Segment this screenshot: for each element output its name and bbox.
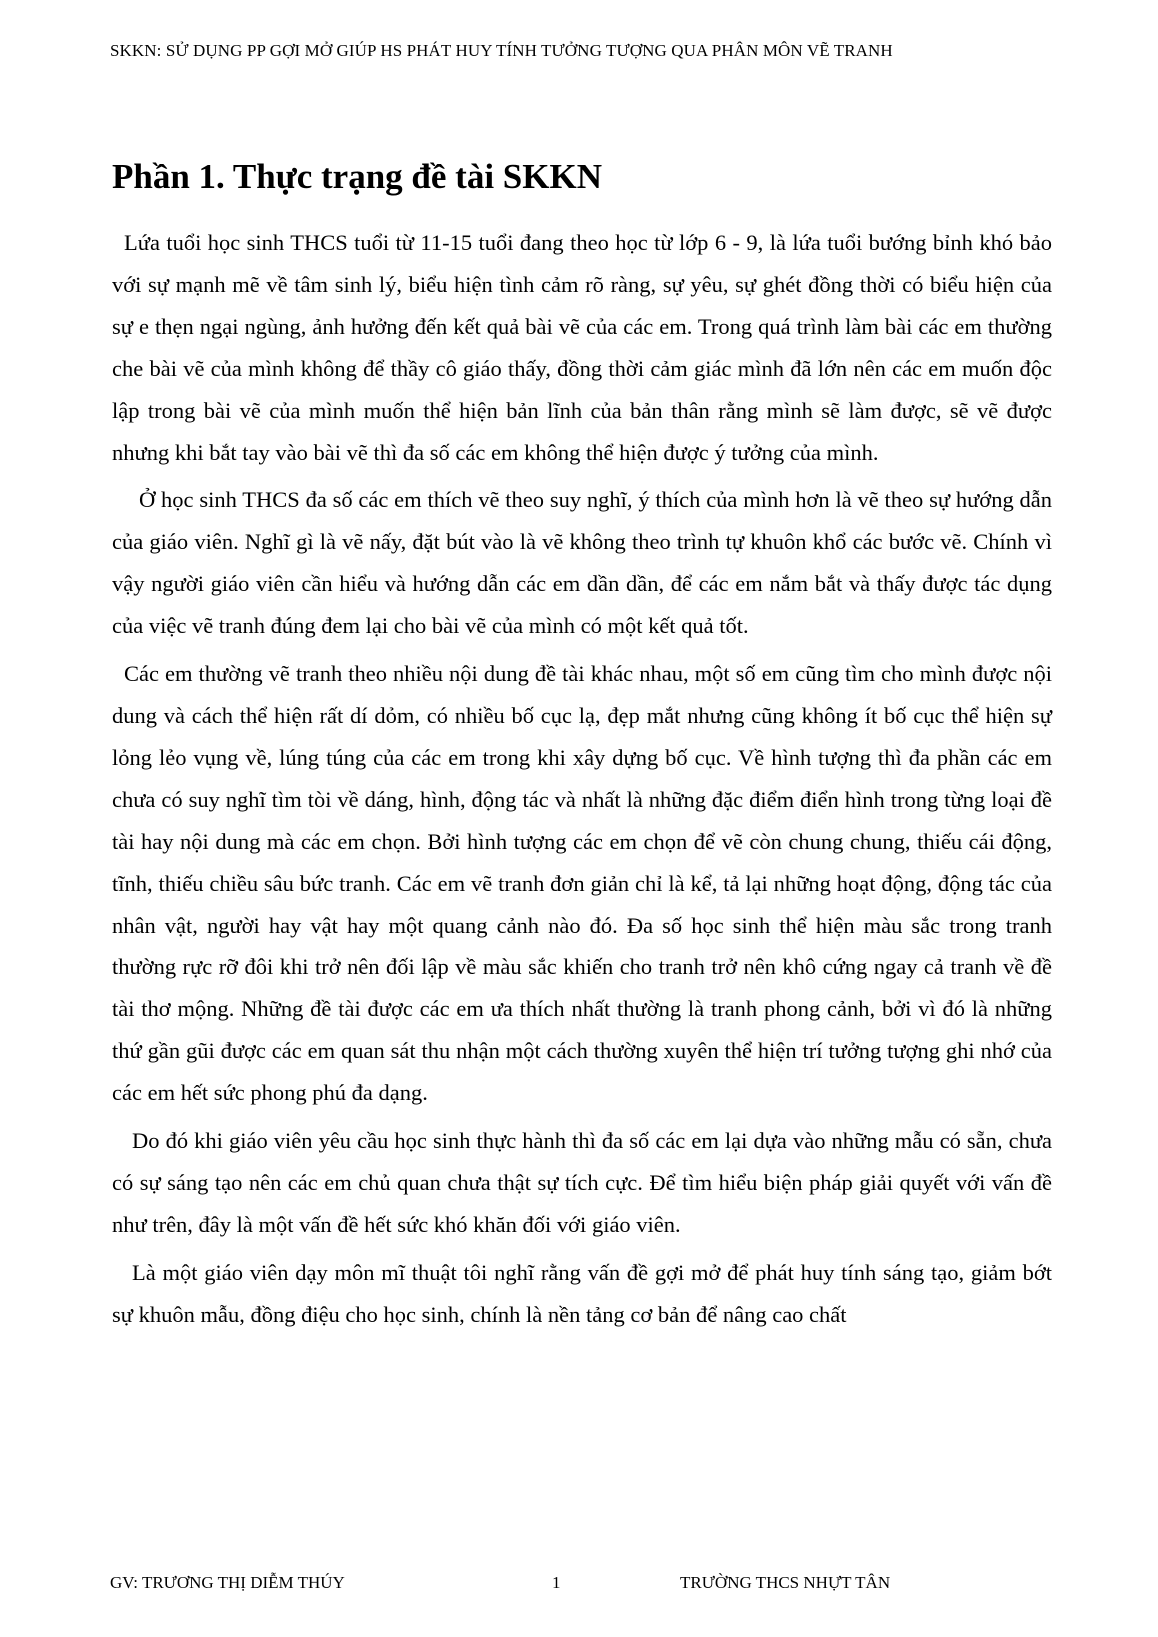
document-body	[112, 222, 1052, 1342]
footer-teacher: GV: TRƯƠNG THỊ DIỄM THÚY	[110, 1573, 345, 1592]
running-title: SKKN: SỬ DỤNG PP GỢI MỞ GIÚP HS PHÁT HUY TÍNH TƯỞNG TƯỢNG QUA PHÂN MÔN VẼ TRANH	[110, 41, 893, 60]
paragraph: Các em thường vẽ tranh theo nhiều nội dung đề tài khác nhau, một số em cũng tìm cho mình được nội dung và cách thể hiện rất dí dỏm, có nhiều bố cục lạ, đẹp mắt nhưng cũng không ít bố cục thể hiện sự lỏng lẻo vụng về, lúng túng của các em trong khi xây dựng bố cục. Về hình tượng thì đa phần các em chưa có suy nghĩ tìm tòi về dáng, hình, động tác và nhất là những đặc điểm điển hình trong từng loại đề tài hay nội dung mà các em chọn. Bởi hình tượng các em chọn để vẽ còn chung chung, thiếu cái động, tĩnh, thiếu chiều sâu bức tranh. Các em vẽ tranh đơn giản chỉ là kể, tả lại những hoạt động, động tác của nhân vật, người hay vật hay một quang cảnh nào đó. Đa số học sinh thể hiện màu sắc trong tranh thường rực rỡ đôi khi trở nên đối lập về màu sắc khiến cho tranh trở nên khô cứng ngay cả tranh về đề tài thơ mộng. Những đề tài được các em ưa thích nhất thường là tranh phong cảnh, bởi vì đó là những thứ gần gũi được các em quan sát thu nhận một cách thường xuyên thể hiện trí tưởng tượng ghi nhớ của các em hết sức phong phú đa dạng.	[112, 661, 1052, 1106]
footer-school: TRƯỜNG THCS NHỰT TÂN	[680, 1573, 891, 1592]
paragraph: Lứa tuổi học sinh THCS tuổi từ 11-15 tuổi đang theo học từ lớp 6 - 9, là lứa tuổi bướng bỉnh khó bảo với sự mạnh mẽ về tâm sinh lý, biểu hiện tình cảm rõ ràng, sự yêu, sự ghét đồng thời có biểu hiện của sự e thẹn ngại ngùng, ảnh hưởng đến kết quả bài vẽ của các em. Trong quá trình làm bài các em thường che bài vẽ của mình không để thầy cô giáo thấy, đồng thời cảm giác mình đã lớn nên các em muốn độc lập trong bài vẽ của mình muốn thể hiện bản lĩnh của bản thân rằng mình sẽ làm được, sẽ vẽ được nhưng khi bắt tay vào bài vẽ thì đa số các em không thể hiện được ý tưởng của mình.	[112, 230, 1052, 465]
page-number: 1	[552, 1573, 561, 1592]
paragraph: Ở học sinh THCS đa số các em thích vẽ theo suy nghĩ, ý thích của mình hơn là vẽ theo sự hướng dẫn của giáo viên. Nghĩ gì là vẽ nấy, đặt bút vào là vẽ không theo trình tự khuôn khổ các bước vẽ. Chính vì vậy người giáo viên cần hiểu và hướng dẫn các em dần dần, để các em nắm bắt và thấy được tác dụng của việc vẽ tranh đúng đem lại cho bài vẽ của mình có một kết quả tốt.	[112, 487, 1052, 639]
paragraph: Do đó khi giáo viên yêu cầu học sinh thực hành thì đa số các em lại dựa vào những mẫu có sẵn, chưa có sự sáng tạo nên các em chủ quan chưa thật sự tích cực. Để tìm hiểu biện pháp giải quyết với vấn đề như trên, đây là một vấn đề hết sức khó khăn đối với giáo viên.	[112, 1128, 1052, 1237]
paragraph: Là một giáo viên dạy môn mĩ thuật tôi nghĩ rằng vấn đề gợi mở để phát huy tính sáng tạo, giảm bớt sự khuôn mẫu, đồng điệu cho học sinh, chính là nền tảng cơ bản để nâng cao chất	[112, 1259, 1052, 1327]
section-title: Phần 1. Thực trạng đề tài SKKN	[112, 157, 602, 196]
page-header	[110, 41, 1070, 61]
